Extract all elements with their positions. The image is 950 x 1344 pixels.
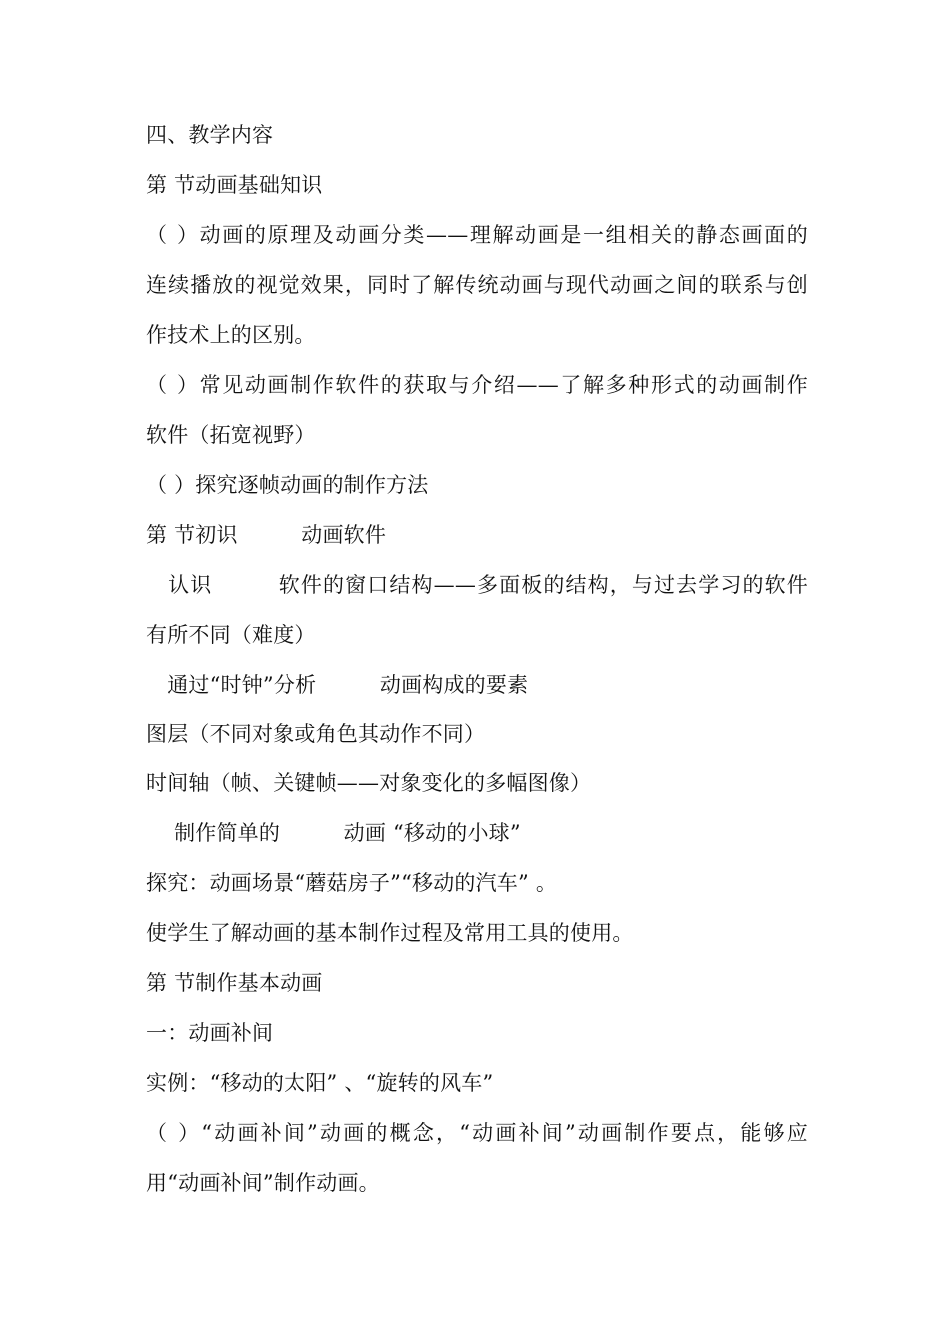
text-line: 一：动画补间 bbox=[146, 1021, 274, 1045]
text-line: 有所不同（难度） bbox=[146, 623, 316, 647]
text-line: 图层（不同对象或角色其动作不同） bbox=[146, 722, 486, 746]
text-line: 第 节制作基本动画 bbox=[146, 971, 323, 995]
text-line: （ ）“动画补间”动画的概念，“动画补间”动画制作要点，能够应 bbox=[146, 1121, 808, 1145]
text-line: 制作简单的 动画 “移动的小球” bbox=[146, 821, 521, 845]
text-line: 认识 软件的窗口结构——多面板的结构，与过去学习的软件 bbox=[146, 573, 808, 597]
text-line: 探究：动画场景“蘑菇房子”“移动的汽车” 。 bbox=[146, 871, 558, 895]
text-line: （ ）动画的原理及动画分类——理解动画是一组相关的静态画面的 bbox=[146, 223, 808, 247]
text-line: 第 节初识 动画软件 bbox=[146, 523, 387, 547]
text-line: （ ）常见动画制作软件的获取与介绍——了解多种形式的动画制作 bbox=[146, 373, 808, 397]
text-line: 用“动画补间”制作动画。 bbox=[146, 1171, 380, 1195]
text-line: 软件（拓宽视野） bbox=[146, 423, 316, 447]
text-line: 通过“时钟”分析 动画构成的要素 bbox=[146, 673, 529, 697]
text-line: （ ）探究逐帧动画的制作方法 bbox=[146, 473, 429, 497]
text-line: 实例：“移动的太阳” 、“旋转的风车” bbox=[146, 1071, 494, 1095]
text-line: 连续播放的视觉效果，同时了解传统动画与现代动画之间的联系与创 bbox=[146, 273, 808, 297]
text-line: 使学生了解动画的基本制作过程及常用工具的使用。 bbox=[146, 921, 634, 945]
text-line: 时间轴（帧、关键帧——对象变化的多幅图像） bbox=[146, 771, 592, 795]
section-heading: 四、教学内容 bbox=[146, 123, 274, 147]
text-line: 作技术上的区别。 bbox=[146, 323, 316, 347]
text-line: 第 节动画基础知识 bbox=[146, 173, 323, 197]
